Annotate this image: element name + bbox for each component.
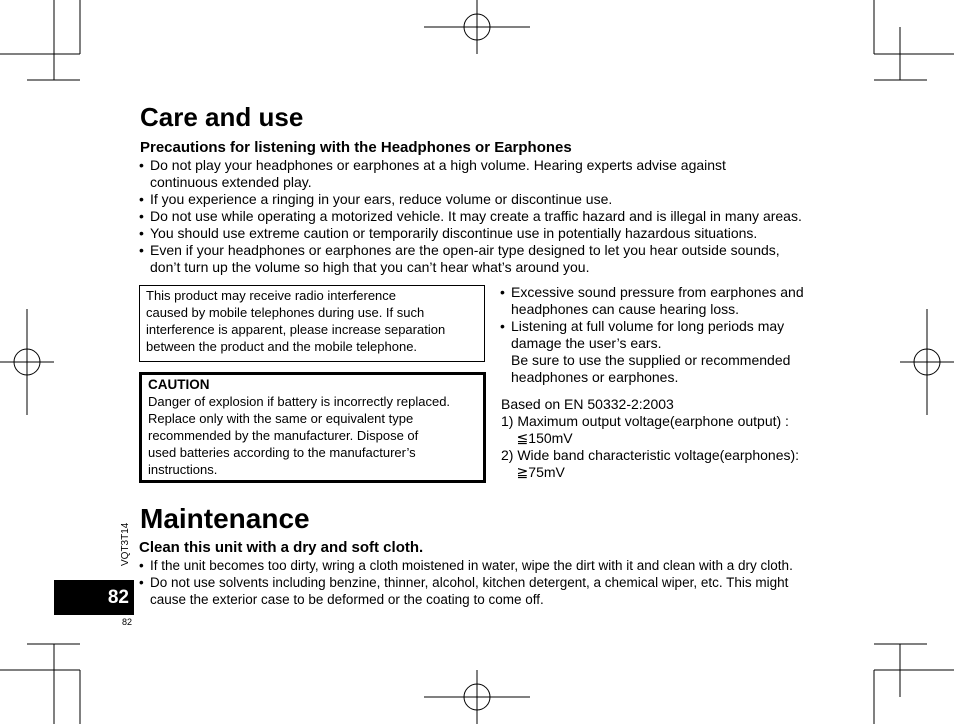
bullet-item (500, 284, 850, 318)
interference-line: This product may receive radio interference (146, 288, 397, 303)
standard-line: ≧75mV (501, 464, 565, 480)
bullet-item (139, 242, 859, 276)
standard-line: 1) Maximum output voltage(earphone output) : (501, 413, 789, 429)
bullet-line: don’t turn up the volume so high that you can’t hear what’s around you. (150, 259, 590, 275)
standard-line: Based on EN 50332-2:2003 (501, 396, 674, 412)
bullet-line: • Do not use solvents including benzine, thinner, alcohol, kitchen detergent, a chemical wiper, etc. This might (150, 575, 789, 590)
hearing-warning-list (500, 284, 850, 386)
page-number-small: 82 (122, 617, 133, 627)
bullet-line: • You should use extreme caution or temporarily discontinue use in potentially hazardous situations. (150, 225, 758, 241)
bullet-line: • Listening at full volume for long periods may (511, 318, 785, 334)
maintenance-title: Maintenance (140, 503, 310, 534)
bullet-line: • Even if your headphones or earphones are the open-air type designed to let you hear outside sounds, (150, 242, 780, 258)
caution-heading: CAUTION (148, 377, 210, 392)
interference-line: interference is apparent, please increase separation (146, 322, 446, 337)
bullet-item (139, 557, 859, 574)
caution-line: Danger of explosion if battery is incorrectly replaced. (148, 394, 451, 409)
bullet-line: headphones can cause hearing loss. (511, 301, 740, 317)
bullet-line: continuous extended play. (150, 174, 312, 190)
caution-line: Replace only with the same or equivalent type (148, 411, 414, 426)
caution-box (139, 372, 486, 483)
bullet-line: damage the user’s ears. (511, 335, 662, 351)
caution-line: used batteries according to the manufacturer’s (148, 445, 416, 460)
caution-line: recommended by the manufacturer. Dispose of (148, 428, 419, 443)
bullet-line: • Excessive sound pressure from earphones and (511, 284, 804, 300)
bullet-item (139, 157, 859, 191)
bullet-item (500, 318, 850, 386)
bullet-line: headphones or earphones. (511, 369, 679, 385)
care-bullet-list (139, 157, 859, 276)
bullet-line: • If you experience a ringing in your ears, reduce volume or discontinue use. (150, 191, 613, 207)
bullet-item (139, 208, 859, 225)
standard-line: 2) Wide band characteristic voltage(earphones): (501, 447, 800, 463)
bullet-line: • Do not use while operating a motorized vehicle. It may create a traffic hazard and is illegal in many areas. (150, 208, 802, 224)
standard-line: ≦150mV (501, 430, 573, 446)
bullet-line: • If the unit becomes too dirty, wring a cloth moistened in water, wipe the dirt with it and clean with a dry cloth. (150, 558, 793, 573)
page-number-tab: 82 (54, 580, 134, 615)
care-title: Care and use (140, 102, 304, 132)
care-subtitle: Precautions for listening with the Headphones or Earphones (140, 139, 572, 156)
model-code: VQT3T14 (120, 522, 131, 566)
interference-line: caused by mobile telephones during use. If such (146, 305, 425, 320)
bullet-line: • Do not play your headphones or earphones at a high volume. Hearing experts advise against (150, 157, 726, 173)
maintenance-bullet-list (139, 557, 859, 608)
maintenance-subtitle: Clean this unit with a dry and soft cloth. (139, 539, 424, 556)
bullet-line: cause the exterior case to be deformed or the coating to come off. (150, 592, 544, 607)
caution-line: instructions. (148, 462, 218, 477)
standard-notes (501, 396, 851, 481)
bullet-item (139, 574, 859, 608)
bullet-item (139, 225, 859, 242)
bullet-line: Be sure to use the supplied or recommended (511, 352, 791, 368)
bullet-item (139, 191, 859, 208)
interference-notice-box (139, 285, 485, 362)
interference-line: between the product and the mobile telephone. (146, 339, 418, 354)
